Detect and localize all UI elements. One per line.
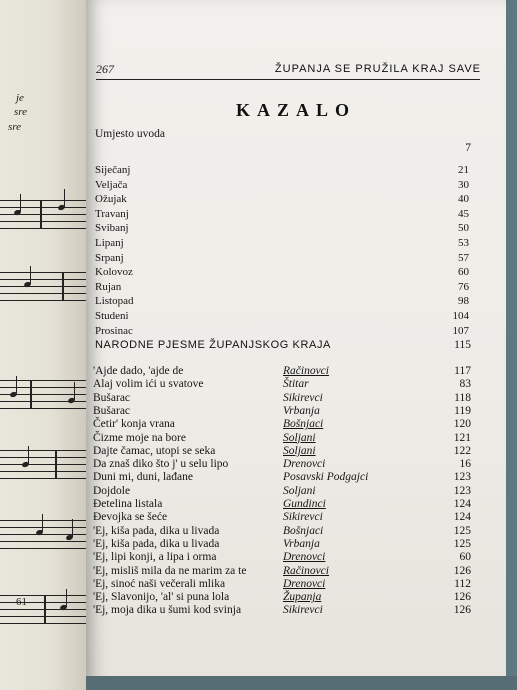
song-village: Vrbanja [283,404,320,417]
bar-line [55,450,57,479]
song-page: 112 [454,577,471,590]
song-page: 123 [453,484,471,497]
song-village: Županja [283,591,322,604]
song-page: 125 [453,537,471,550]
month-label: Prosinac [95,324,133,337]
song-page: 83 [459,378,471,391]
song-page: 126 [453,564,471,577]
intro-entry-page: 7 [465,142,471,154]
music-staff [0,450,87,480]
month-page: 40 [458,193,469,206]
month-entry [95,193,469,207]
song-title: Dajte čamac, utopi se seka [93,444,216,457]
month-entry [95,266,469,280]
song-title: 'Ej, Slavonijo, 'al' si puna lola [93,591,230,604]
song-title: 'Ej, kiša pada, dika u livada [93,537,220,550]
month-page: 60 [458,266,469,279]
note-stem [20,194,21,212]
month-entry [95,237,469,251]
song-page: 126 [453,604,471,617]
month-label: Kolovoz [95,266,133,279]
section-page: 115 [454,339,471,351]
month-page: 53 [458,237,469,249]
song-page: 123 [453,471,471,484]
song-entry [93,604,471,619]
song-village: Gundinci [283,498,326,510]
song-village: Sikirevci [283,511,323,524]
month-page: 104 [452,310,469,322]
note-stem [66,589,67,607]
bar-line [30,380,32,409]
month-entry [95,164,469,178]
month-entry [95,252,469,266]
month-page: 21 [458,164,469,176]
song-page: 124 [453,498,471,510]
song-village: Soljani [283,444,316,457]
song-village: Štitar [283,378,309,391]
header-rule [96,79,480,80]
note-stem [28,446,29,464]
page-title: KAZALO [235,100,356,120]
song-title: Da znaš diko što j' u selu lipo [93,458,229,471]
month-entry [95,281,469,295]
table-background [86,676,517,690]
running-head: ŽUPANJA SE PRUŽILA KRAJ SAVE [274,63,481,75]
song-title: Bušarac [93,391,131,404]
note-stem [64,189,65,207]
song-title: Bušarac [93,404,131,417]
page-number: 267 [96,62,114,76]
note-stem [30,266,31,284]
month-page: 45 [458,207,469,220]
song-page: 124 [453,511,471,524]
left-page-music-score [0,0,87,690]
lyric-fragment: sre [8,121,22,133]
song-title: Alaj volim ići u svatove [93,378,204,391]
song-title: 'Ej, sinoć naši večerali mlika [93,577,226,590]
note-stem [16,376,17,394]
song-page: 118 [454,391,471,404]
month-label: Lipanj [95,237,124,249]
song-village: Račinovci [283,564,329,577]
song-village: Drenovci [283,551,326,564]
month-entry [95,222,469,236]
section-heading: NARODNE PJESME ŽUPANJSKOG KRAJA [95,339,331,351]
month-entry [95,208,469,222]
bar-line [62,272,64,301]
song-village: Bošnjaci [283,524,324,537]
song-title: Četir' konja vrana [93,418,175,431]
month-label: Studeni [95,310,129,322]
note-stem [74,382,75,400]
month-label: Listopad [95,295,134,308]
lyric-fragment: je [16,92,24,104]
month-entry [95,295,469,309]
month-label: Veljača [95,178,128,191]
index-page [86,0,506,690]
month-label: Rujan [95,280,122,293]
song-village: Vrbanja [283,537,320,550]
music-staff [0,200,87,230]
month-page: 107 [452,324,469,337]
song-village: Sikirevci [283,391,323,404]
song-title: Dojdole [93,484,131,497]
song-title: Duni mi, duni, lađane [93,471,193,484]
song-title: 'Ej, kiša pada, dika u livada [93,524,220,537]
song-title: 'Ej, lipi konji, a lipa i orma [93,551,217,564]
song-page: 120 [453,418,471,431]
measure-number: 61 [16,596,27,608]
song-village: Soljani [283,431,316,444]
month-page: 98 [458,295,469,308]
song-page: 121 [453,431,471,444]
month-page: 50 [458,222,469,235]
month-entry [95,310,469,324]
song-page: 122 [453,444,471,457]
song-title: Đevojka se šeće [93,511,168,524]
bar-line [40,200,42,229]
song-village: Drenovci [283,577,326,590]
music-staff [0,272,87,302]
month-entry [95,325,469,339]
song-title: 'Ajde dado, 'ajde de [93,365,184,377]
month-label: Svibanj [95,222,129,235]
note-stem [42,514,43,532]
song-village: Račinovci [283,365,329,377]
lyric-fragment: sre [14,106,28,118]
song-page: 16 [459,458,471,471]
month-page: 57 [458,251,469,264]
song-page: 125 [453,524,471,537]
song-village: Bošnjaci [283,418,324,431]
song-village: Posavski Podgajci [283,471,369,484]
song-title: 'Ej, moja dika u šumi kod svinja [93,604,242,617]
month-label: Srpanj [95,251,124,264]
bar-line [44,595,46,624]
month-entry [95,179,469,193]
song-village: Soljani [283,484,316,497]
music-staff [0,520,87,550]
song-page: 117 [454,365,471,377]
song-page: 60 [459,551,471,564]
month-page: 30 [458,178,469,191]
month-label: Travanj [95,207,129,220]
month-label: Ožujak [95,193,127,206]
song-page: 126 [453,591,471,604]
intro-entry-label: Umjesto uvoda [95,128,165,140]
song-title: Čizme moje na bore [93,431,186,444]
month-page: 76 [458,280,469,293]
month-label: Siječanj [95,164,131,176]
song-page: 119 [454,404,471,417]
song-village: Drenovci [283,458,326,471]
song-village: Sikirevci [283,604,323,617]
song-title: Đetelina listala [93,498,163,510]
note-stem [72,519,73,537]
song-title: 'Ej, misliš mila da ne marim za te [93,564,247,577]
